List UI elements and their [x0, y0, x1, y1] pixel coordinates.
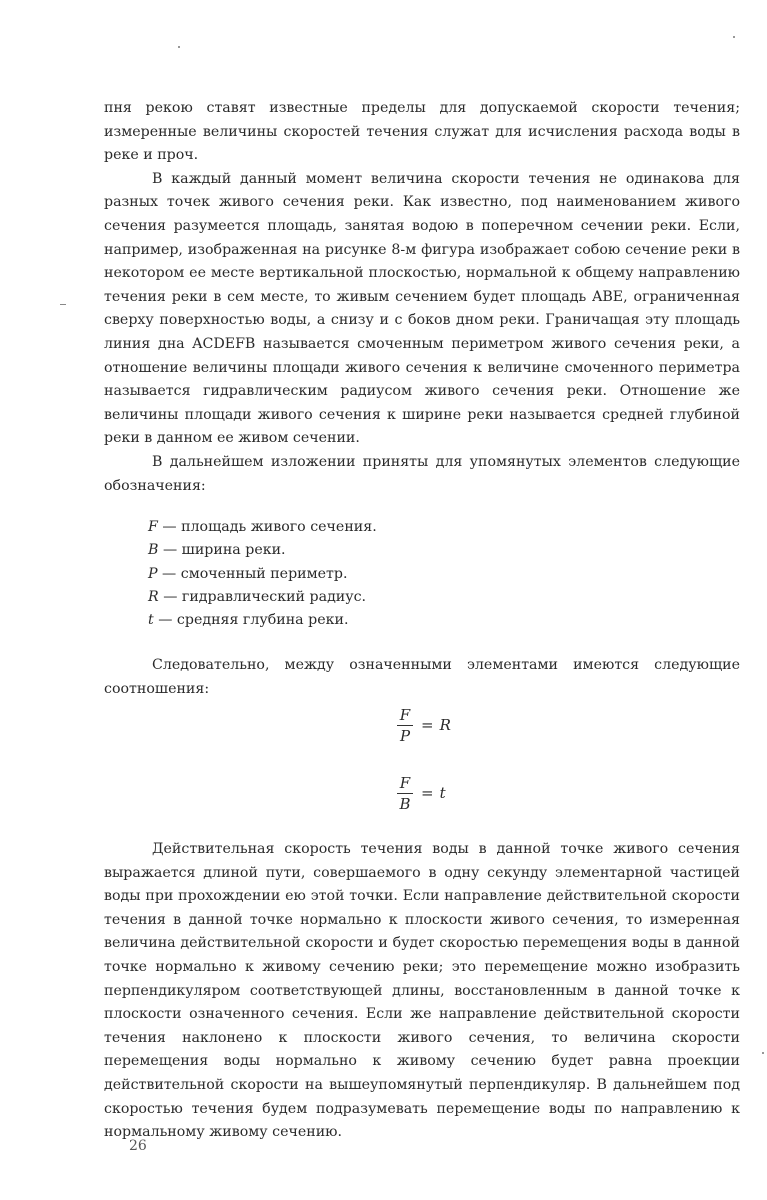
notation-item: F — площадь живого сечения.: [148, 519, 377, 536]
formula-mean-depth: $\frac{F}{B}$ = t: [397, 768, 487, 818]
speck: [762, 1052, 764, 1054]
paragraph-relations-intro: Следовательно, между означенными элементами имеются следующие соотношения:: [104, 657, 740, 697]
paragraph-velocity: Действительная скорость течения воды в данной точке живого сечения выражается длиной пути, совершаемого в одну секунду элементарной частицей воды при прохождении ею этой точки. Если направление действительной скорости течения в данной точке нормально к плоскости живого сечения, то измеренная величина действительной скорости и будет скоростью перемещения воды в данной точке нормально к живому сечению реки; это перемещение можно изобразить перпендикуляром соответствующей длины, восстановленным в данной точке к плоскости означенного сечения. Если же направление действительной скорости течения наклонено к плоскости живого сечения, то величина скорости перемещения воды нормально к живому сечению будет равна проекции действительной скорости на вышеупомянутый перпендикуляр. В дальнейшем под скоростью течения будем подразумевать перемещение воды по направлению к нормальному живому сечению.: [104, 841, 740, 1141]
paragraph-live-section: В каждый данный момент величина скорости течения не одинакова для разных точек живого сечения реки. Как известно, под наименованием живого сечения разумеется площадь, занятая водою в поперечном сечении реки. Если, например, изображенная на рисунке 8-м фигура изображает собою сечение реки в некотором ее месте вертикальной плоскостью, нормальной к общему направлению течения реки в сем месте, то живым сечением будет площадь ABE, ограниченная сверху поверхностью воды, а снизу и с боков дном реки. Граничащая эту площадь линия дна ACDEFB называется смоченным периметром живого сечения реки, а отношение величины площади живого сечения к величине смоченного периметра называется гидравлическим радиусом живого сечения реки. Отношение же величины площади живого сечения к ширине реки называется средней глубиной реки в данном ее живом сечении.: [104, 170, 740, 447]
speck: [60, 304, 66, 305]
formula-hydraulic-radius: $\frac{F}{P}$ = R: [397, 700, 487, 750]
paragraph: пня рекою ставят известные пределы для допускаемой скорости течения; измеренные величины скоростей течения служат для исчисления расхода воды в реке и проч.: [104, 100, 740, 164]
page-number: 26: [129, 1138, 147, 1154]
speck: [733, 36, 735, 38]
page-body-lower: [104, 838, 740, 1145]
notation-item: B — ширина реки.: [148, 542, 286, 559]
speck: [178, 46, 180, 48]
paragraph-notation-intro: В дальнейшем изложении приняты для упомянутых элементов следующие обозначения:: [104, 453, 740, 494]
notation-list: [148, 516, 740, 632]
notation-item: P — смоченный периметр.: [148, 565, 348, 582]
notation-item: R — гидравлический радиус.: [148, 588, 367, 605]
formula-block: [397, 700, 487, 818]
page-body: [104, 97, 740, 701]
notation-item: t — средняя глубина реки.: [148, 611, 349, 628]
